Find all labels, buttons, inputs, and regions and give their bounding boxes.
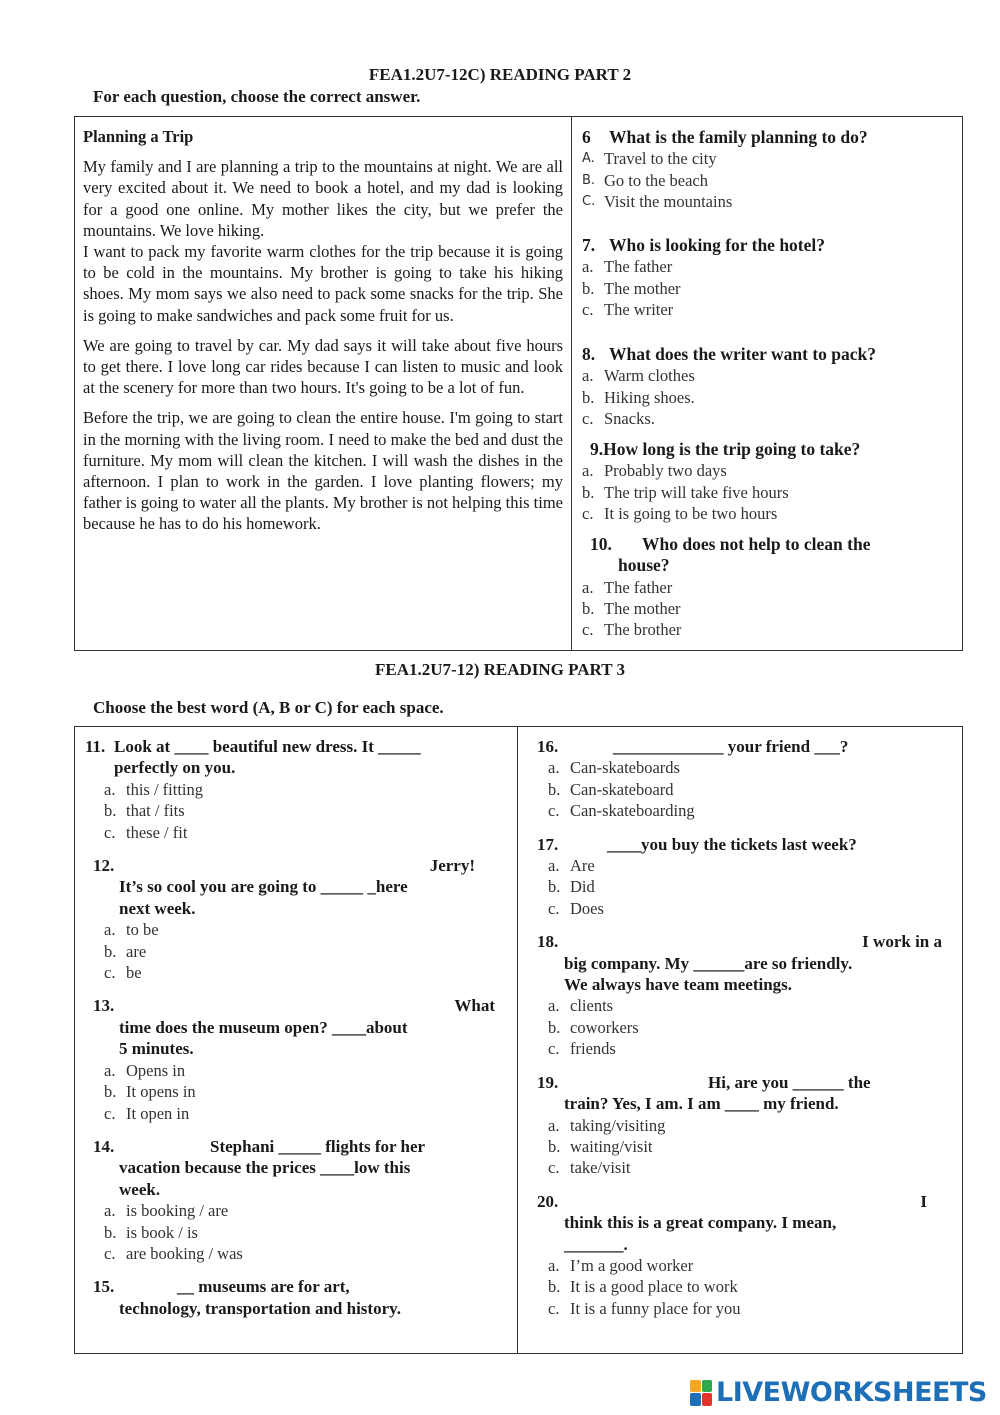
part2-title: FEA1.2U7-12C) READING PART 2	[368, 65, 632, 84]
option-c[interactable]: c. are booking / was	[104, 1243, 243, 1263]
option-b[interactable]: b. is book / is	[104, 1222, 198, 1242]
option-c[interactable]: c. friends	[548, 1039, 616, 1059]
option-a[interactable]: a. The father	[582, 577, 673, 597]
part3-divider	[517, 726, 518, 1354]
option-b[interactable]: b. Did	[548, 877, 595, 897]
question-text: What does the writer want to pack?	[609, 344, 877, 364]
question-text: How long is the trip going to take?	[603, 439, 861, 459]
option-b[interactable]: b. Hiking shoes.	[582, 387, 695, 407]
question-19: 19. Hi, are you ______ the train? Yes, I am. I am ____ my friend. a. taking/visiting b. waiting/visit c. take/visit	[537, 1072, 952, 1179]
option-b[interactable]: B. Go to the beach	[582, 170, 709, 190]
option-c[interactable]: c. Can-skateboarding	[548, 801, 695, 821]
option-c[interactable]: c. Snacks.	[582, 408, 655, 428]
option-a[interactable]: a. I’m a good worker	[548, 1255, 694, 1275]
liveworksheets-logo-icon	[690, 1380, 712, 1406]
option-a[interactable]: a. this / fitting	[104, 779, 204, 799]
question-14: 14. Stephani _____ flights for her vacation because the prices ____low this week. a. is booking / are b. is book / is c. are booking / was	[85, 1136, 510, 1264]
passage-heading: Planning a Trip	[83, 127, 194, 146]
option-c[interactable]: c. It is going to be two hours	[582, 503, 778, 523]
question-17: 17. ____you buy the tickets last week? a. Are b. Did c. Does	[537, 834, 952, 920]
question-12: 12. Jerry! It’s so cool you are going to _____ _here next week. a. to be b. are c. be	[85, 855, 510, 983]
passage-paragraph-1: My family and I are planning a trip to the mountains at night. We are all very excited about it. We need to book a hotel, and my dad is looking for a good one online. My mother likes the city, but we prefer the mountains. We love hiking.	[83, 157, 563, 240]
option-b[interactable]: b. are	[104, 941, 147, 961]
question-13: 13. What time does the museum open? ____about 5 minutes. a. Opens in b. It opens in c. It open in	[85, 995, 510, 1123]
reading-passage	[83, 126, 563, 544]
question-7	[582, 235, 825, 320]
option-a[interactable]: a. The father	[582, 257, 673, 277]
question-number: 7.	[582, 235, 596, 255]
option-c[interactable]: c. take/visit	[548, 1158, 631, 1178]
option-b[interactable]: b. The mother	[582, 278, 681, 298]
part2-divider	[571, 116, 572, 651]
option-c[interactable]: c. Does	[548, 898, 604, 918]
option-a[interactable]: a. is booking / are	[104, 1201, 229, 1221]
option-c[interactable]: c. The writer	[582, 299, 674, 319]
part3-left-column	[85, 736, 510, 1319]
option-c[interactable]: c. The brother	[582, 620, 682, 640]
option-c[interactable]: c. these / fit	[104, 822, 188, 842]
option-b[interactable]: b. coworkers	[548, 1017, 639, 1037]
question-number: 9.	[590, 439, 604, 459]
option-c[interactable]: c. It open in	[104, 1103, 190, 1123]
option-a[interactable]: a. Warm clothes	[582, 366, 695, 386]
option-b[interactable]: b. that / fits	[104, 801, 185, 821]
option-a[interactable]: a. Opens in	[104, 1060, 186, 1080]
option-a[interactable]: a. Probably two days	[582, 461, 727, 481]
option-a[interactable]: a. Can-skateboards	[548, 758, 680, 778]
question-20: 20. I think this is a great company. I mean, _______. a. I’m a good worker b. It is a good place to work c. It is a funny place for you	[537, 1191, 952, 1319]
option-a[interactable]: A. Travel to the city	[582, 149, 717, 169]
option-c[interactable]: c. be	[104, 963, 142, 983]
question-11: 11. Look at ____ beautiful new dress. It _____ perfectly on you. a. this / fitting b. that / fits c. these / fit	[85, 736, 510, 843]
question-text: Who does not help to clean the	[642, 534, 871, 554]
part3-title: FEA1.2U7-12) READING PART 3	[375, 660, 625, 679]
liveworksheets-wordmark: LIVEWORKSHEETS	[716, 1377, 987, 1408]
passage-paragraph-3: Before the trip, we are going to clean the entire house. I'm going to start in the morning with the living room. I need to make the bed and dust the furniture. My mom will clean the kitchen. I will wash the dishes in the afternoon. I plan to work in the garden. I love planting flowers; my father is going to water all the plants. My brother is not helping this time because he has to do his homework.	[83, 408, 563, 534]
liveworksheets-logo	[690, 1377, 987, 1408]
option-c[interactable]: C. Visit the mountains	[582, 191, 733, 211]
question-9	[582, 439, 860, 524]
question-text: Who is looking for the hotel?	[609, 235, 826, 255]
question-6	[582, 127, 868, 212]
question-number: 10.	[590, 534, 612, 554]
option-b[interactable]: b. The mother	[582, 598, 681, 618]
passage-paragraph-1b: I want to pack my favorite warm clothes for the trip because it is going to be cold in the mountains. My brother is going to take his hiking shoes. My mom says we also need to pack some snacks for the trip. She is going to make sandwiches and pack some fruit for us.	[83, 242, 563, 325]
part3-right-column	[537, 736, 952, 1319]
option-a[interactable]: a. taking/visiting	[548, 1115, 666, 1135]
question-16: 16. _____________ your friend ___? a. Can-skateboards b. Can-skateboard c. Can-skateboarding	[537, 736, 952, 822]
question-number: 6	[582, 127, 591, 147]
option-b[interactable]: b. Can-skateboard	[548, 779, 674, 799]
question-18: 18. I work in a big company. My ______are so friendly. We always have team meetings. a. clients b. coworkers c. friends	[537, 931, 952, 1059]
question-text: What is the family planning to do?	[609, 127, 868, 147]
option-a[interactable]: a. to be	[104, 920, 159, 940]
option-a[interactable]: a. clients	[548, 996, 614, 1016]
option-a[interactable]: a. Are	[548, 856, 595, 876]
question-8	[582, 344, 876, 429]
question-10	[582, 534, 870, 640]
option-c[interactable]: c. It is a funny place for you	[548, 1298, 741, 1318]
option-b[interactable]: b. The trip will take five hours	[582, 482, 789, 502]
passage-paragraph-2: We are going to travel by car. My dad says it will take about five hours to get there. I love long car rides because I can listen to music and look at the scenery for more than two hours. It's going to be a lot of fun.	[83, 335, 563, 398]
option-b[interactable]: b. It is a good place to work	[548, 1277, 738, 1297]
option-b[interactable]: b. It opens in	[104, 1082, 196, 1102]
option-b[interactable]: b. waiting/visit	[548, 1136, 653, 1156]
part2-instruction: For each question, choose the correct answer.	[93, 87, 421, 106]
question-15: 15. __ museums are for art, technology, transportation and history.	[93, 1277, 401, 1318]
question-text-cont: house?	[618, 555, 670, 576]
part3-instruction: Choose the best word (A, B or C) for each space.	[93, 698, 444, 717]
question-number: 8.	[582, 344, 596, 364]
